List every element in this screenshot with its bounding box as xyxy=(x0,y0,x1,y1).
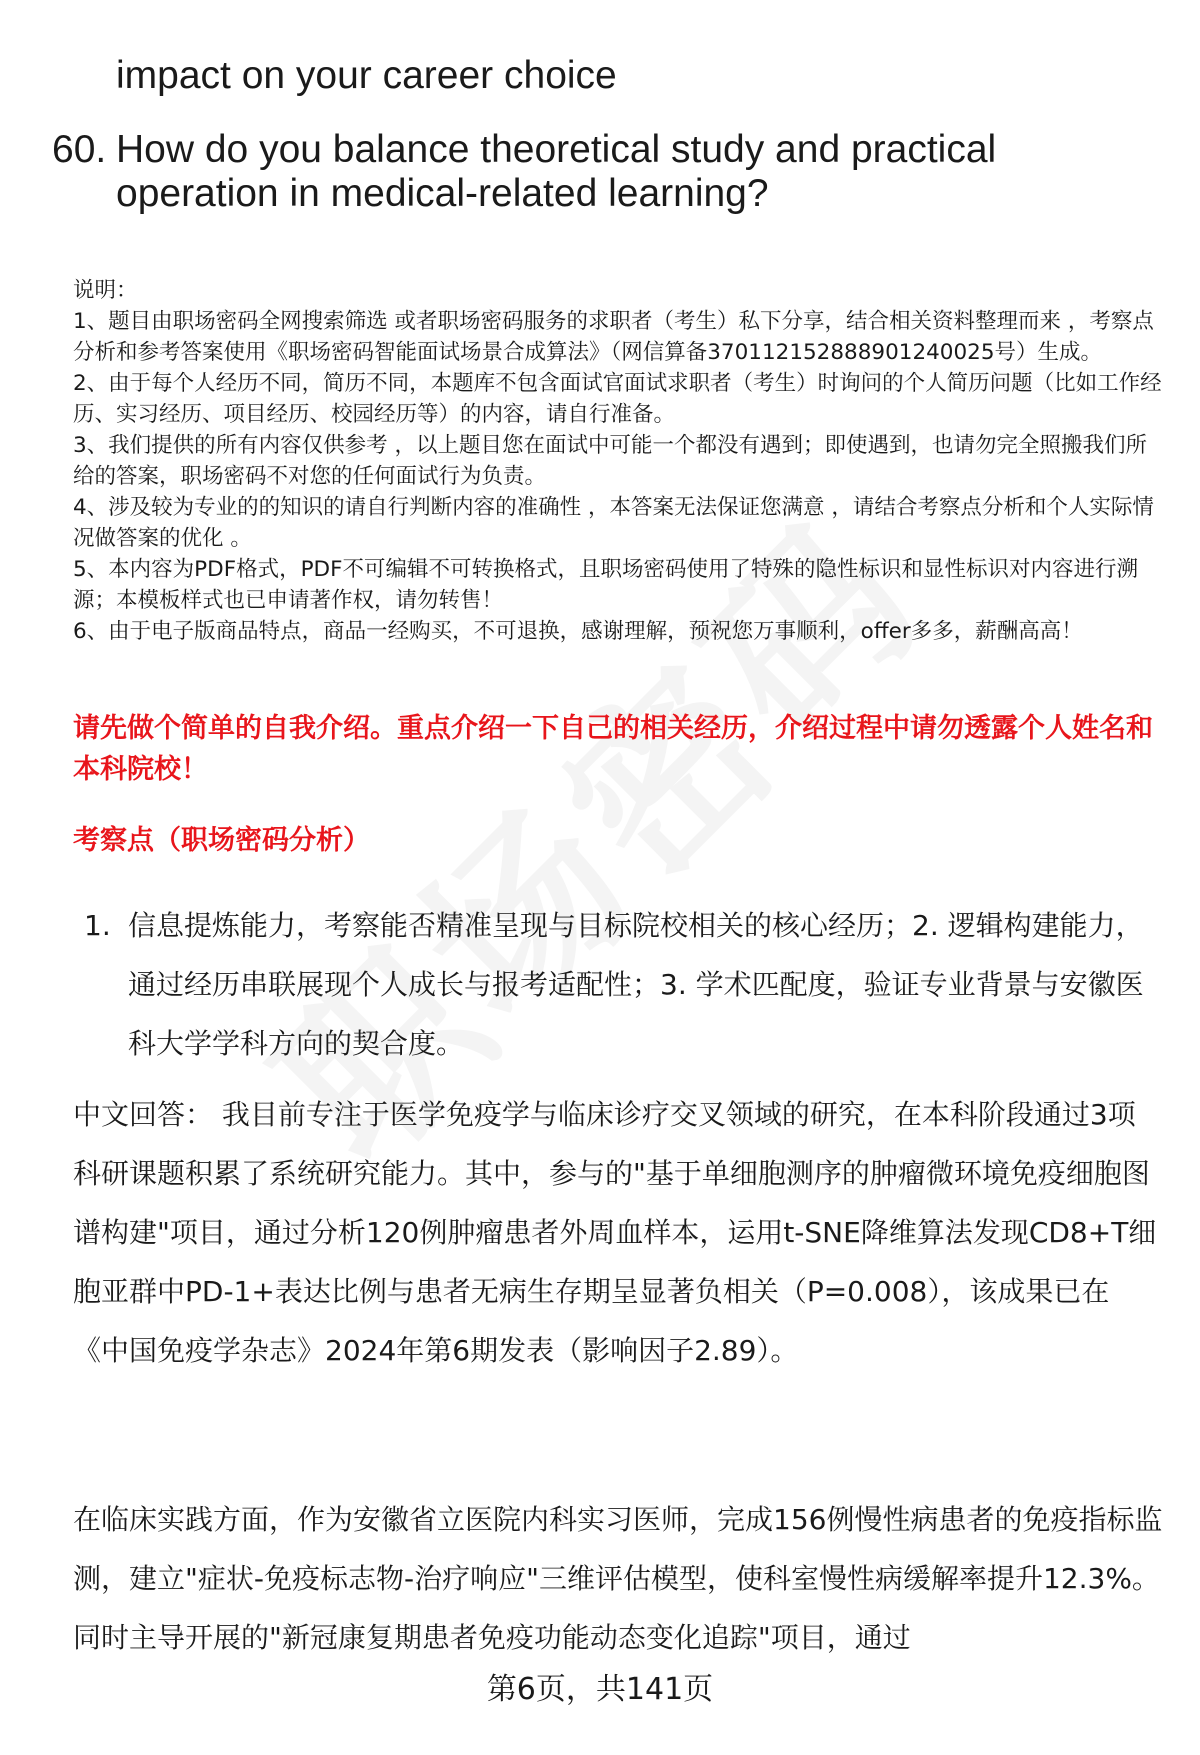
note-item-6: 6、由于电子版商品特点，商品一经购买，不可退换，感谢理解，预祝您万事顺利，offer多多，薪酬高高！ xyxy=(73,619,1083,644)
answer-paragraph-1 xyxy=(73,1085,1163,1380)
analysis-point-number: 1. xyxy=(84,909,111,942)
notes-block xyxy=(73,275,1163,647)
note-item-4: 4、涉及较为专业的的知识的请自行判断内容的准确性 ，本答案无法保证您满意 ，请结合考察点分析和个人实际情况做答案的优化 。 xyxy=(73,495,1154,551)
question-line-1: How do you balance theoretical study and practical xyxy=(116,128,997,171)
note-item-3: 3、我们提供的所有内容仅供参考 ，以上题目您在面试中可能一个都没有遇到；即使遇到，也请勿完全照搬我们所给的答案，职场密码不对您的任何面试行为负责。 xyxy=(73,433,1148,489)
question-line-2: operation in medical-related learning? xyxy=(116,172,769,215)
main-question: 请先做个简单的自我介绍。重点介绍一下自己的相关经历，介绍过程中请勿透露个人姓名和本科院校！ xyxy=(73,713,1153,785)
note-item-2: 2、由于每个人经历不同，简历不同，本题库不包含面试官面试求职者（考生）时询问的个人简历问题（比如工作经历、实习经历、项目经历、校园经历等）的内容，请自行准备。 xyxy=(73,371,1162,427)
answer-label: 中文回答： xyxy=(73,1098,214,1131)
page-footer: 第6页，共141页 xyxy=(486,1672,714,1707)
answer-para1-text: 我目前专注于医学免疫学与临床诊疗交叉领域的研究，在本科阶段通过3项科研课题积累了系统研究能力。其中，参与的"基于单细胞测序的肿瘤微环境免疫细胞图谱构建"项目，通过分析120例肿瘤患者外周血样本，运用t-SNE降维算法发现CD8+T细胞亚群中PD-1+表达比例与患者无病生存期呈显著负相关（P=0.008），该成果已在《中国免疫学杂志》2024年第6期发表（影响因子2.89）。 xyxy=(73,1098,1157,1367)
analysis-point xyxy=(84,896,1164,1073)
question-number: 60. xyxy=(52,128,107,171)
analysis-heading: 考察点（职场密码分析） xyxy=(73,825,370,856)
notes-title: 说明： xyxy=(73,278,138,303)
analysis-point-text: 信息提炼能力，考察能否精准呈现与目标院校相关的核心经历；2. 逻辑构建能力，通过经历串联展现个人成长与报考适配性；3. 学术匹配度，验证专业背景与安徽医科大学学科方向的契合度。 xyxy=(128,909,1144,1060)
note-item-1: 1、题目由职场密码全网搜索筛选 或者职场密码服务的求职者（考生）私下分享，结合相关资料整理而来 ，考察点分析和参考答案使用《职场密码智能面试场景合成算法》（网信算备370112152888901240025号）生成。 xyxy=(73,309,1154,365)
note-item-5: 5、本内容为PDF格式，PDF不可编辑不可转换格式，且职场密码使用了特殊的隐性标识和显性标识对内容进行溯源；本模板样式也已申请著作权，请勿转售！ xyxy=(73,557,1138,613)
answer-paragraph-2: 在临床实践方面，作为安徽省立医院内科实习医师，完成156例慢性病患者的免疫指标监测，建立"症状-免疫标志物-治疗响应"三维评估模型，使科室慢性病缓解率提升12.3%。同时主导开展的"新冠康复期患者免疫功能动态变化追踪"项目，通过 xyxy=(73,1503,1163,1654)
prev-question-continuation: impact on your career choice xyxy=(116,54,617,97)
